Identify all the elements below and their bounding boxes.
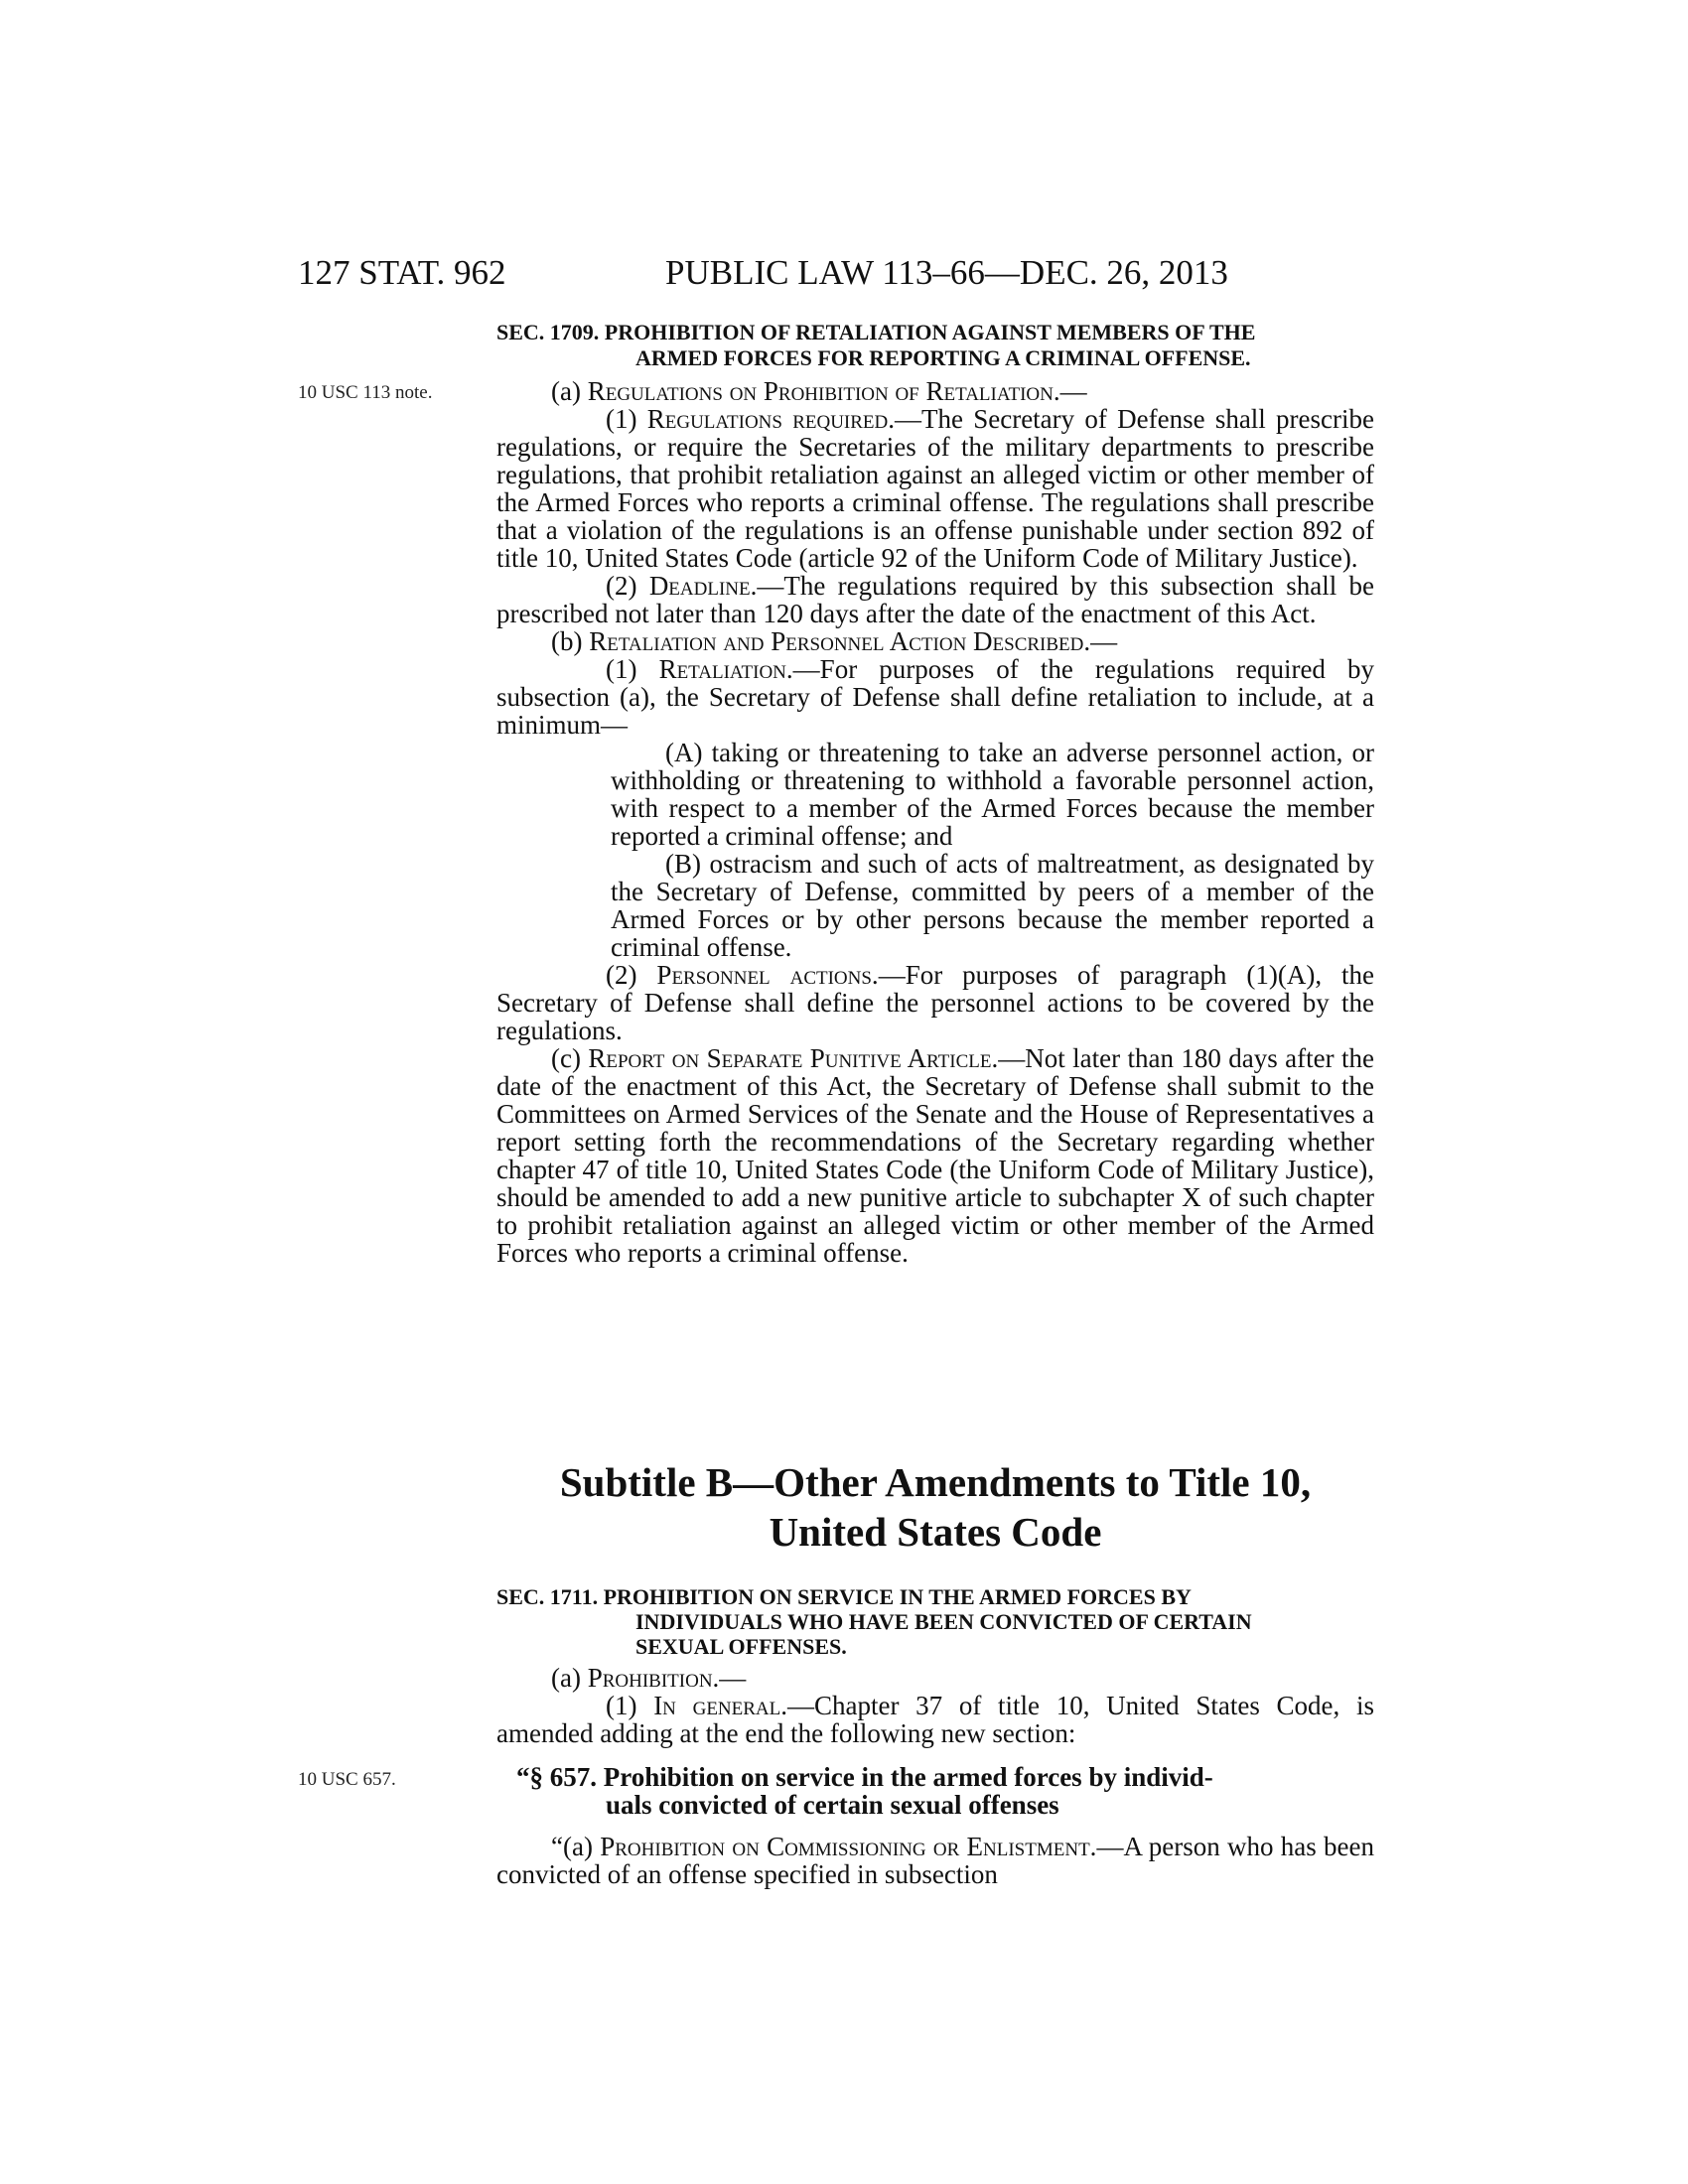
- paragraph-b1-text: —For purposes of the regulations required by subsection (a), the Secretary of Defense shall define retaliation to include, at a minimum—: [496, 654, 1374, 740]
- subsection-b-title: Retaliation and Personnel Action Described.—: [589, 626, 1118, 656]
- subtitle-b-heading: [496, 1457, 1374, 1557]
- paragraph-b1-title: Retaliation.: [658, 654, 793, 684]
- margin-note-10usc113: 10 USC 113 note.: [298, 382, 433, 403]
- sec-1711-body: [496, 1664, 1374, 1747]
- sec-1711-heading-line1: SEC. 1711. PROHIBITION ON SERVICE IN THE ARMED FORCES BY: [496, 1584, 1192, 1609]
- section-657-subsection-a: [496, 1833, 1374, 1888]
- sec-1711-paragraph-a1-text: —Chapter 37 of title 10, United States Code, is amended adding at the end the following new section:: [496, 1691, 1374, 1748]
- sec-1709-heading-line2: ARMED FORCES FOR REPORTING A CRIMINAL OFFENSE.: [635, 345, 1251, 370]
- section-657-subsection-a-title: Prohibition on Commissioning or Enlistment.: [600, 1832, 1097, 1861]
- subparagraph-bA: (A) taking or threatening to take an adverse personnel action, or withholding or threatening to withhold a favorable personnel action, with respect to a member of the Armed Forces because the member reported a criminal offense; and: [611, 738, 1374, 851]
- sec-1711-paragraph-a1: [496, 1692, 1374, 1747]
- paragraph-a1-title: Regulations required.: [646, 404, 895, 434]
- sec-1711-subsection-a-title: Prohibition.—: [587, 1663, 747, 1693]
- paragraph-b1-label: (1): [606, 654, 659, 684]
- subsection-c: [496, 1044, 1374, 1267]
- subsection-a-label: (a): [551, 376, 588, 406]
- paragraph-a2-text: —The regulations required by this subsection shall be prescribed not later than 120 days after the date of the enactment of this Act.: [496, 571, 1375, 628]
- subsection-b-label: (b): [551, 626, 590, 656]
- subsection-c-label: (c): [551, 1043, 589, 1073]
- subparagraph-bB: (B) ostracism and such of acts of maltreatment, as designated by the Secretary of Defense, committed by peers of a member of the Armed Forces or by other persons because the member reported a criminal offense.: [611, 849, 1374, 962]
- paragraph-a2-label: (2): [606, 571, 649, 601]
- sec-1709-body: [496, 377, 1374, 1267]
- sec-1711-heading: [496, 1584, 1374, 1659]
- paragraph-b1: [496, 655, 1374, 739]
- subsection-a: [496, 377, 1374, 405]
- paragraph-b2-text: —For purposes of paragraph (1)(A), the Secretary of Defense shall define the personnel actions to be covered by the regulations.: [496, 960, 1374, 1045]
- section-657-heading: [516, 1763, 1374, 1819]
- paragraph-a1: [496, 405, 1374, 572]
- paragraph-b2-label: (2): [606, 960, 657, 990]
- sec-1711-heading-line2: INDIVIDUALS WHO HAVE BEEN CONVICTED OF CERTAIN: [635, 1609, 1252, 1634]
- paragraph-a1-label: (1): [606, 404, 647, 434]
- sec-1711-subsection-a: [496, 1664, 1374, 1692]
- paragraph-b2: [496, 961, 1374, 1044]
- subsection-c-text: —Not later than 180 days after the date of the enactment of this Act, the Secretary of Defense shall submit to the Committees on Armed Services of the Senate and the House of Representatives a report setting forth the recommendations of the Secretary regarding whether chapter 47 of title 10, United States Code (the Uniform Code of Military Justice), should be amended to add a new punitive article to subchapter X of such chapter to prohibit retaliation against an alleged victim or other member of the Armed Forces who reports a criminal offense.: [496, 1043, 1375, 1268]
- section-657-subsection-a-text: —A person who has been convicted of an offense specified in subsection: [496, 1832, 1374, 1889]
- sec-1711-paragraph-a1-label: (1): [606, 1691, 654, 1720]
- margin-note-10usc657: 10 USC 657.: [298, 1769, 396, 1790]
- public-law-citation: PUBLIC LAW 113–66—DEC. 26, 2013: [665, 253, 1228, 292]
- sec-1711-subsection-a-label: (a): [551, 1663, 588, 1693]
- section-657-heading-line2: uals convicted of certain sexual offenses: [606, 1790, 1059, 1820]
- sec-1709-heading: [496, 320, 1374, 371]
- sec-1711-heading-line3: SEXUAL OFFENSES.: [635, 1634, 847, 1659]
- subtitle-b-line2: United States Code: [769, 1509, 1102, 1555]
- sec-1711-paragraph-a1-title: In general.: [653, 1691, 787, 1720]
- sec-1709-heading-line1: SEC. 1709. PROHIBITION OF RETALIATION AGAINST MEMBERS OF THE: [496, 320, 1256, 344]
- subsection-a-title: Regulations on Prohibition of Retaliation.—: [587, 376, 1087, 406]
- section-657-body: [496, 1833, 1374, 1888]
- section-657-heading-line1: “§ 657. Prohibition on service in the armed forces by individ-: [516, 1762, 1213, 1792]
- paragraph-a2-title: Deadline.: [648, 571, 758, 601]
- paragraph-a2: [496, 572, 1374, 627]
- subsection-b: [496, 627, 1374, 655]
- page-header: [298, 248, 1380, 298]
- subtitle-b-line1: Subtitle B—Other Amendments to Title 10,: [559, 1459, 1312, 1505]
- subsection-c-title: Report on Separate Punitive Article.: [588, 1043, 999, 1073]
- paragraph-b2-title: Personnel actions.: [656, 960, 879, 990]
- stat-page-number: 127 STAT. 962: [298, 253, 506, 292]
- paragraph-a1-text: —The Secretary of Defense shall prescribe regulations, or require the Secretaries of the military departments to prescribe regulations, that prohibit retaliation against an alleged victim or other member of the Armed Forces who reports a criminal offense. The regulations shall prescribe that a violation of the regulations is an offense punishable under section 892 of title 10, United States Code (article 92 of the Uniform Code of Military Justice).: [496, 404, 1374, 573]
- section-657-subsection-a-label: “(a): [551, 1832, 601, 1861]
